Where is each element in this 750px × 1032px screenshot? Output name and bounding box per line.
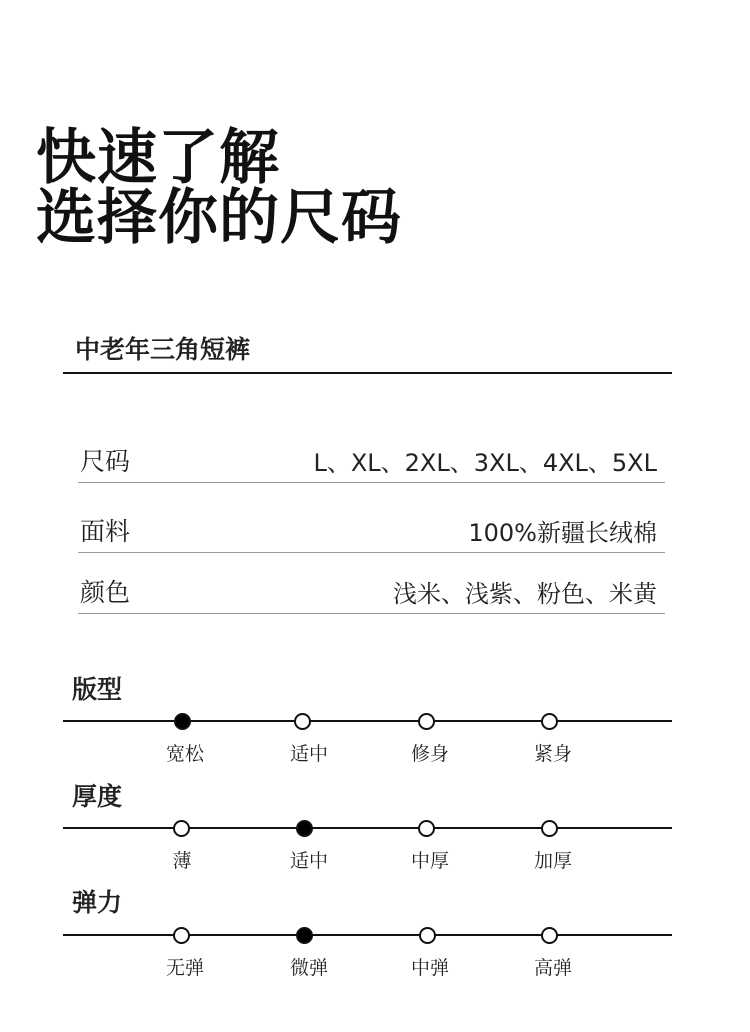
scale-line xyxy=(63,720,672,722)
spec-label: 尺码 xyxy=(80,447,131,476)
scale-dot-selected xyxy=(296,820,313,837)
page-title xyxy=(36,123,402,253)
scale-option-label: 中弹 xyxy=(410,957,449,979)
scale-dot xyxy=(173,927,190,944)
scale-option-label: 适中 xyxy=(289,743,328,765)
headline-line-1: 快速了解 xyxy=(36,123,280,193)
spec-row-size xyxy=(78,442,665,483)
scale-line xyxy=(63,827,672,829)
spec-value: 浅米、浅紫、粉色、米黄 xyxy=(393,580,657,608)
scale-dot-selected xyxy=(174,713,191,730)
scale-dot-selected xyxy=(296,927,313,944)
spec-row-fabric xyxy=(78,512,665,553)
scale-option-label: 中厚 xyxy=(410,850,449,872)
scale-title-fit: 版型 xyxy=(72,675,123,704)
scale-option-label: 适中 xyxy=(289,850,328,872)
spec-row-color xyxy=(78,573,665,614)
scale-dot xyxy=(294,713,311,730)
scale-dot xyxy=(418,820,435,837)
scale-option-label: 薄 xyxy=(172,850,192,872)
scale-option-label: 宽松 xyxy=(165,743,204,765)
scale-dot xyxy=(541,927,558,944)
scale-option-label: 紧身 xyxy=(533,743,572,765)
scale-title-thickness: 厚度 xyxy=(72,782,123,811)
scale-dot xyxy=(541,820,558,837)
divider xyxy=(63,372,672,374)
scale-option-label: 无弹 xyxy=(165,957,204,979)
scale-dot xyxy=(541,713,558,730)
spec-value: L、XL、2XL、3XL、4XL、5XL xyxy=(313,449,657,477)
scale-option-label: 修身 xyxy=(410,743,449,765)
spec-value: 100%新疆长绒棉 xyxy=(468,519,657,547)
scale-option-label: 加厚 xyxy=(533,850,572,872)
scale-option-label: 微弹 xyxy=(289,957,328,979)
spec-label: 面料 xyxy=(80,517,131,546)
scale-title-elasticity: 弹力 xyxy=(72,888,123,917)
scale-dot xyxy=(173,820,190,837)
scale-option-label: 高弹 xyxy=(533,957,572,979)
spec-label: 颜色 xyxy=(80,578,131,607)
scale-dot xyxy=(418,713,435,730)
headline-line-2: 选择你的尺码 xyxy=(36,183,402,253)
scale-dot xyxy=(419,927,436,944)
product-name: 中老年三角短裤 xyxy=(75,335,251,364)
scale-line xyxy=(63,934,672,936)
